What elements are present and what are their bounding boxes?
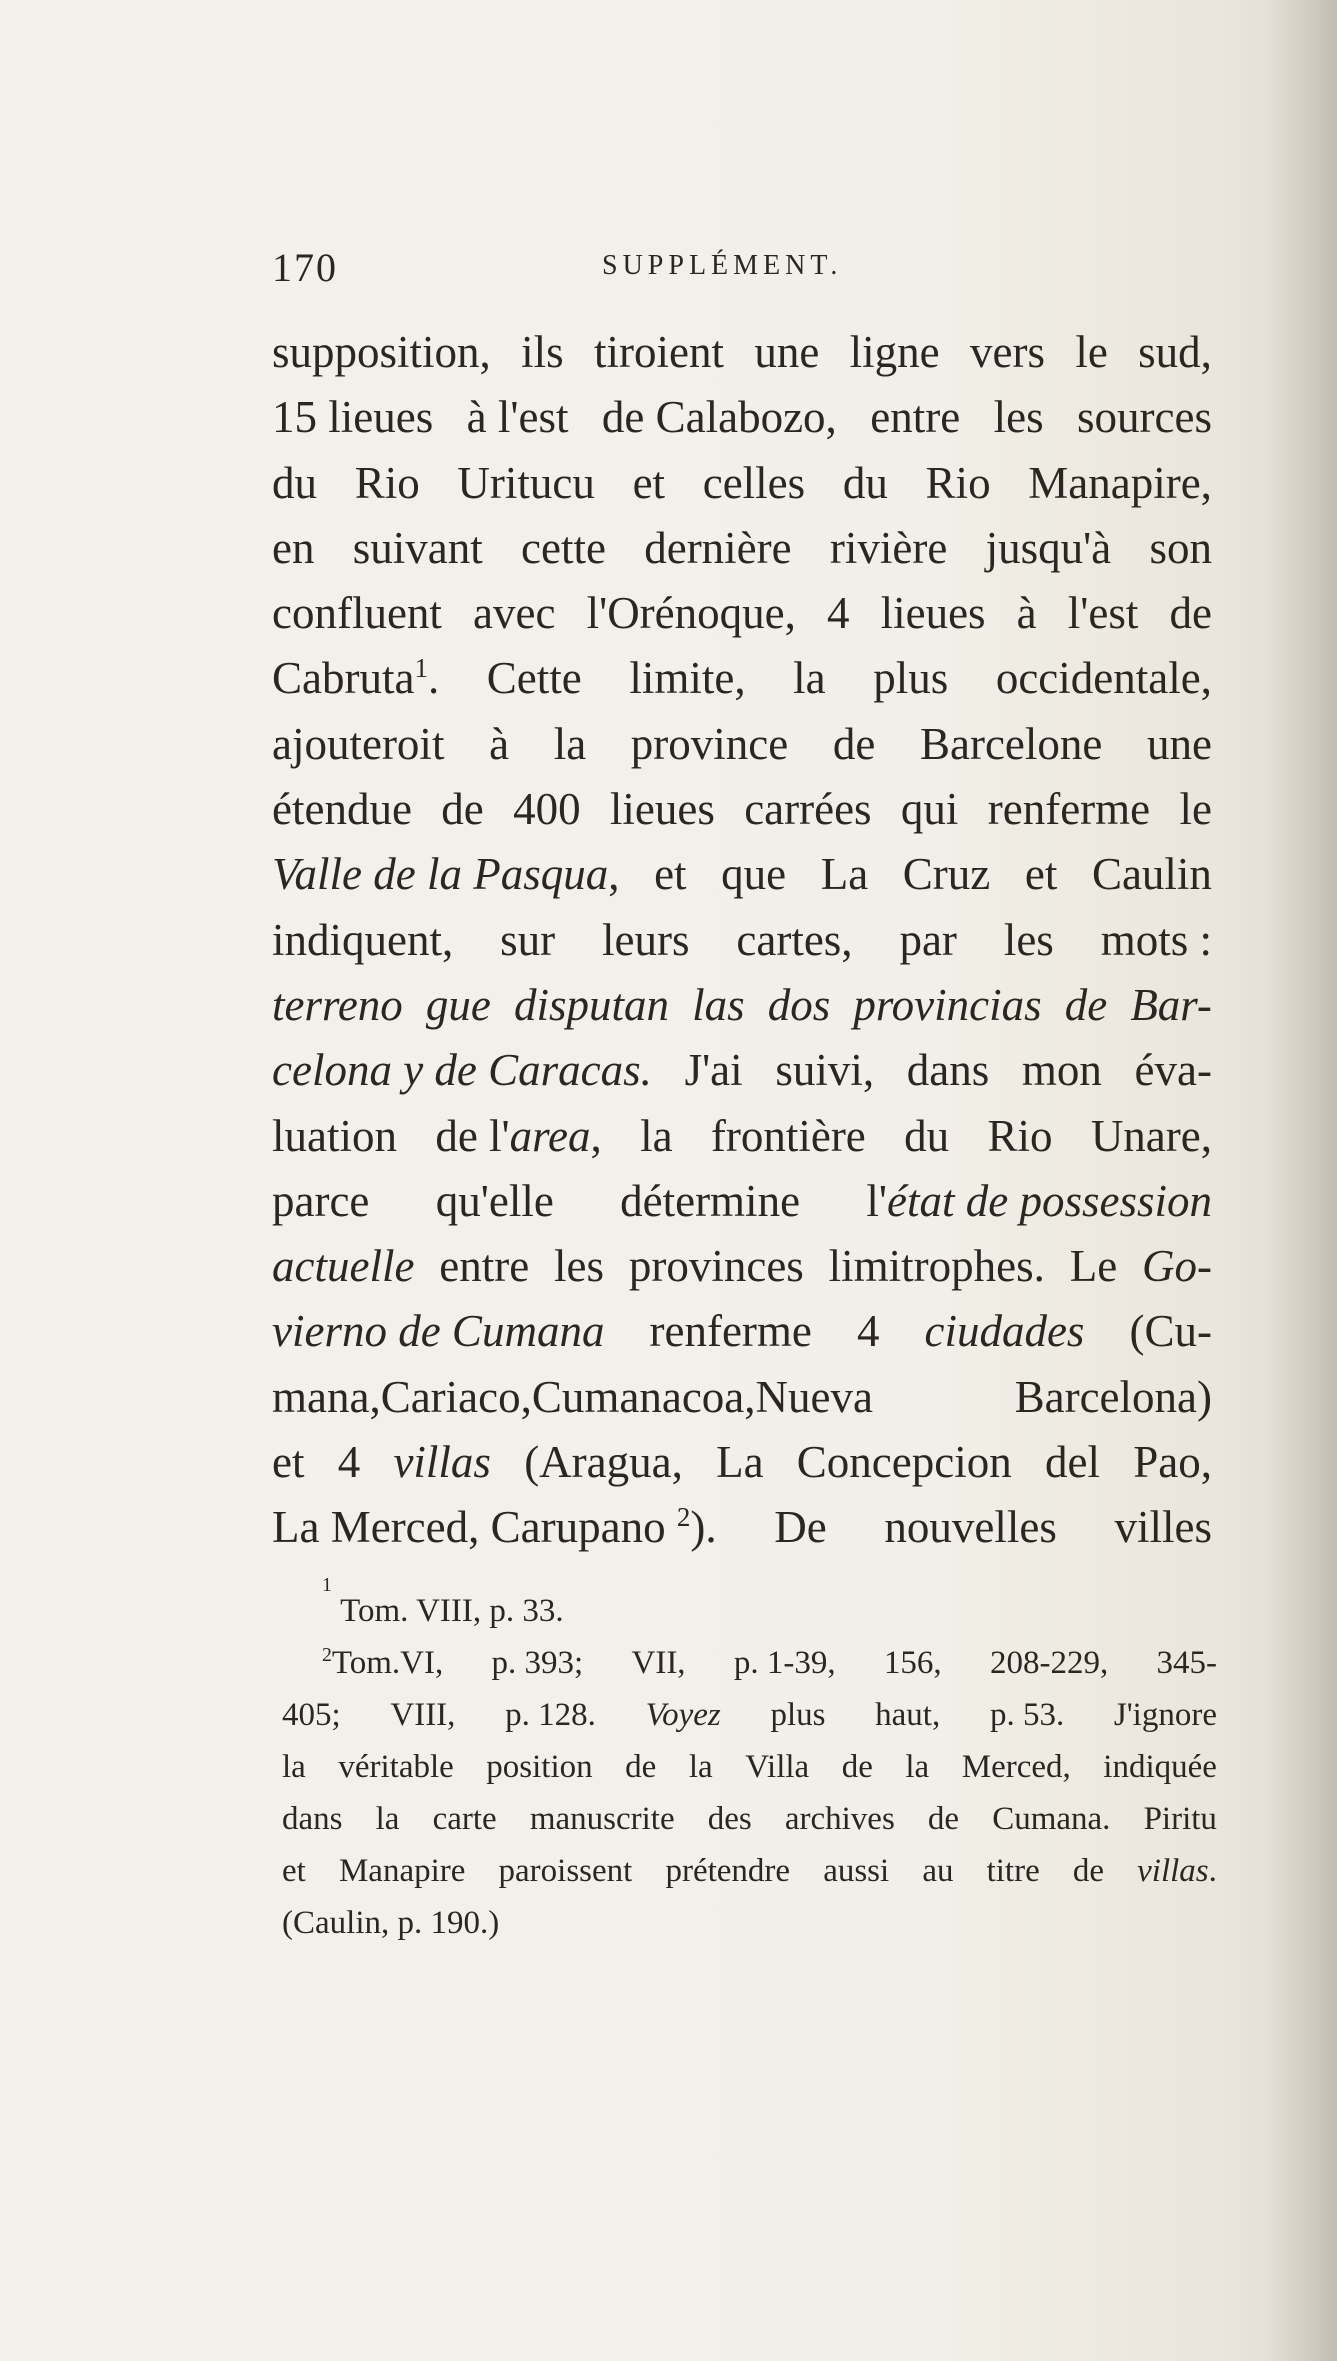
word: supposition, (272, 327, 491, 377)
text-line (272, 516, 1212, 581)
word: lieues (880, 588, 986, 639)
word: La (820, 849, 869, 900)
text-line (272, 646, 1212, 711)
word: parce (272, 1175, 370, 1226)
text-line (272, 973, 1212, 1038)
word: Bar- (1130, 979, 1212, 1030)
word: Rio (925, 457, 991, 508)
word: nouvelles (884, 1502, 1057, 1553)
text-line (272, 712, 1212, 777)
text-line (272, 842, 1212, 907)
word: dernière (644, 522, 792, 573)
word: de l' (435, 1110, 510, 1161)
word: p. 393; (491, 1645, 584, 1681)
word: et (272, 1437, 305, 1488)
word: La (716, 1437, 764, 1488)
word: indiquée (1103, 1749, 1217, 1785)
italic-phrase: Valle de la Pasqua (272, 849, 609, 900)
word: le (1179, 784, 1212, 835)
word (435, 1104, 601, 1169)
word: et (632, 457, 666, 508)
word: Cabruta (272, 653, 415, 704)
word: del (1044, 1437, 1100, 1488)
word: aussi (823, 1853, 890, 1889)
word: celles (702, 457, 806, 508)
text-line (272, 320, 1212, 385)
word: renferme (987, 784, 1151, 835)
word: une (1147, 718, 1212, 769)
word: jusqu'à (985, 522, 1112, 573)
word: titre (986, 1853, 1040, 1889)
word: du (272, 457, 317, 508)
word: de Calabozo, (601, 392, 837, 443)
word: frontière (710, 1110, 866, 1161)
word: suivi, (775, 1045, 875, 1096)
word: qu'elle (435, 1175, 554, 1226)
footnote-marker: 1 (322, 1574, 332, 1596)
text-line (272, 777, 1212, 842)
word: plus (873, 653, 949, 704)
word: avec (473, 588, 556, 639)
word: Unare, (1090, 1110, 1212, 1161)
word: archives (784, 1801, 895, 1837)
footnote-line (282, 1741, 1217, 1793)
word: tiroient (594, 327, 724, 377)
word: Le (1069, 1241, 1118, 1292)
word: manuscrite (529, 1801, 675, 1837)
word: véritable (338, 1749, 454, 1785)
word: de (1064, 979, 1108, 1030)
word: ligne (849, 327, 940, 377)
word: le (1075, 327, 1108, 377)
word: ils (521, 327, 564, 377)
word: du (842, 457, 888, 508)
word: Rio (987, 1110, 1053, 1161)
page-gutter-shadow (1267, 0, 1337, 2361)
word: la (282, 1749, 306, 1785)
italic-phrase: état de possession (887, 1175, 1212, 1226)
word: la (793, 653, 826, 704)
word: occidentale, (995, 653, 1212, 704)
word: mon (1021, 1045, 1102, 1096)
word: étendue (272, 784, 412, 835)
footnote-line (282, 1793, 1217, 1845)
word: VII, (631, 1645, 686, 1681)
word: mana,Cariaco,Cumanacoa,Nueva (272, 1371, 873, 1422)
citation: (Caulin, p. 190.) (282, 1905, 500, 1941)
word: la (640, 1110, 673, 1161)
footnote-ref[interactable]: 1 (414, 653, 428, 684)
word: ajouteroit (272, 718, 445, 769)
word: 156, (883, 1645, 942, 1681)
italic-word: actuelle (272, 1241, 415, 1292)
word: Cruz (902, 849, 991, 900)
word: 4 (826, 588, 850, 639)
word: 4 (337, 1437, 361, 1488)
word: 208-229, (989, 1645, 1109, 1681)
word: haut, (875, 1697, 941, 1733)
text-line (272, 908, 1212, 973)
word: Barcelona) (1014, 1371, 1212, 1422)
word: la (905, 1749, 930, 1785)
footnote-line (282, 1897, 1217, 1949)
text-line (272, 1495, 1212, 1560)
word: 400 (513, 784, 581, 835)
word: Manapire, (1028, 457, 1212, 508)
word: une (754, 327, 820, 377)
word: de (441, 784, 484, 835)
word: à (489, 718, 510, 769)
word: la (553, 718, 587, 769)
word: las (692, 979, 745, 1030)
word: p. 53. (989, 1697, 1065, 1733)
word: plus (770, 1697, 826, 1733)
word: l'est (1067, 588, 1139, 639)
word: les (554, 1241, 605, 1292)
word (1137, 1845, 1217, 1897)
word: carrées (744, 784, 872, 835)
footnote-marker: 2 (322, 1644, 332, 1666)
word: luation (272, 1110, 397, 1161)
word (272, 646, 439, 711)
word: les (993, 392, 1044, 443)
word: dos (767, 979, 831, 1030)
word: 4 (856, 1306, 880, 1357)
word: carte (432, 1801, 497, 1837)
word (322, 1637, 443, 1689)
punctuation: ). (690, 1502, 717, 1553)
word: indiquent, (272, 914, 454, 965)
word: cartes, (736, 914, 853, 965)
word: que (721, 849, 787, 900)
word: leurs (602, 914, 690, 965)
word: suivant (352, 522, 483, 573)
word: provinces (628, 1241, 804, 1292)
word: confluent (272, 588, 442, 639)
word: limitrophes. (828, 1241, 1045, 1292)
italic-word: Go- (1142, 1241, 1212, 1292)
word: p. 1-39, (733, 1645, 836, 1681)
page-number: 170 (272, 245, 338, 290)
italic-word: area (509, 1110, 591, 1161)
word: l' (866, 1175, 887, 1226)
word: les (1003, 914, 1054, 965)
word: gue (425, 979, 491, 1030)
word: Villa (745, 1749, 810, 1785)
word: J'ignore (1113, 1697, 1217, 1733)
word: Cette (486, 653, 582, 704)
word: prétendre (665, 1853, 791, 1889)
word: et (282, 1853, 306, 1889)
word: Pao, (1133, 1437, 1212, 1488)
word: et (1024, 849, 1058, 900)
word: cette (521, 522, 606, 573)
punctuation: , (608, 849, 620, 900)
word: lieues (609, 784, 715, 835)
word: Cumana. (992, 1801, 1111, 1837)
word: Concepcion (796, 1437, 1012, 1488)
word (272, 1495, 717, 1560)
word: de (1169, 588, 1212, 639)
word: Merced, (961, 1749, 1071, 1785)
word: dans (282, 1801, 343, 1837)
text-line (272, 1234, 1212, 1299)
italic-phrase: vierno de Cumana (272, 1306, 605, 1357)
page-header (272, 244, 1172, 294)
italic-word: villas (1137, 1853, 1209, 1889)
footnote-line (282, 1689, 1217, 1741)
word: dans (906, 1045, 990, 1096)
word: qui (900, 784, 959, 835)
word: limite, (629, 653, 746, 704)
word: J'ai (684, 1045, 743, 1096)
word: 345- (1156, 1645, 1217, 1681)
footnote-ref[interactable]: 2 (676, 1502, 691, 1533)
word: entre (870, 392, 961, 443)
italic-word: ciudades (924, 1306, 1085, 1357)
word: provincias (853, 979, 1042, 1030)
word: VIII, (390, 1697, 456, 1733)
word: au (922, 1853, 954, 1889)
word: Piritu (1143, 1801, 1217, 1837)
text-line (272, 385, 1212, 450)
word: vers (969, 327, 1045, 377)
word: la (688, 1749, 713, 1785)
word: sud, (1138, 327, 1212, 377)
word: son (1149, 522, 1212, 573)
word: sur (500, 914, 556, 965)
word: de (927, 1801, 960, 1837)
word: de (625, 1749, 657, 1785)
text-line (272, 1299, 1212, 1364)
word: De (774, 1502, 827, 1553)
word: Rio (354, 457, 420, 508)
word: Uritucu (457, 457, 595, 508)
word: de (1072, 1853, 1105, 1889)
footnote-text: Tom. VIII, p. 33. (340, 1593, 564, 1629)
text-line (272, 451, 1212, 516)
word: terreno (272, 979, 403, 1030)
footnote-line (282, 1845, 1217, 1897)
footnote (282, 1574, 1217, 1637)
italic-word: villas (393, 1437, 491, 1488)
word: mots : (1100, 914, 1212, 965)
word: (Cu- (1129, 1306, 1212, 1357)
italic-phrase: celona y de Caracas. (272, 1045, 652, 1096)
word: des (707, 1801, 752, 1837)
word: paroissent (498, 1853, 633, 1889)
word: 15 lieues (272, 392, 434, 443)
word: villes (1114, 1502, 1212, 1553)
punctuation: . (427, 653, 440, 704)
main-text (272, 320, 1212, 1561)
footnotes (282, 1574, 1217, 1949)
word (866, 1169, 1212, 1234)
word: du (904, 1110, 950, 1161)
footnote (282, 1637, 1217, 1689)
word: à l'est (466, 392, 569, 443)
word: rivière (829, 522, 948, 573)
word: position (486, 1749, 593, 1785)
word: Caulin (1091, 849, 1212, 900)
word: p. 128. (505, 1697, 596, 1733)
word: Barcelone (919, 718, 1103, 769)
word: La Merced, Carupano (272, 1502, 666, 1553)
text-line (272, 1169, 1212, 1234)
punctuation: , (590, 1110, 602, 1161)
word: sources (1077, 392, 1212, 443)
text-line (272, 1365, 1212, 1430)
text-line (272, 581, 1212, 646)
word: et (654, 849, 687, 900)
word: (Aragua, (524, 1437, 683, 1488)
running-head: SUPPLÉMENT. (602, 250, 843, 281)
word (272, 842, 619, 907)
word: de (841, 1749, 873, 1785)
word: en (272, 522, 315, 573)
word: renferme (649, 1306, 812, 1357)
word: détermine (620, 1175, 801, 1226)
word: entre (439, 1241, 530, 1292)
word: à (1016, 588, 1037, 639)
punctuation: . (1208, 1853, 1217, 1889)
word: disputan (513, 979, 670, 1030)
word: éva- (1134, 1045, 1212, 1096)
italic-word: Voyez (645, 1697, 721, 1733)
word: la (375, 1801, 400, 1837)
word: par (899, 914, 957, 965)
word: de (832, 718, 876, 769)
text-line (272, 1430, 1212, 1495)
text-line (272, 1038, 1212, 1103)
word: 405; (282, 1697, 341, 1733)
word: province (630, 718, 789, 769)
word: Tom.VI, (331, 1645, 444, 1681)
word: Manapire (338, 1853, 466, 1889)
word: l'Orénoque, (586, 588, 796, 639)
text-line (272, 1104, 1212, 1169)
